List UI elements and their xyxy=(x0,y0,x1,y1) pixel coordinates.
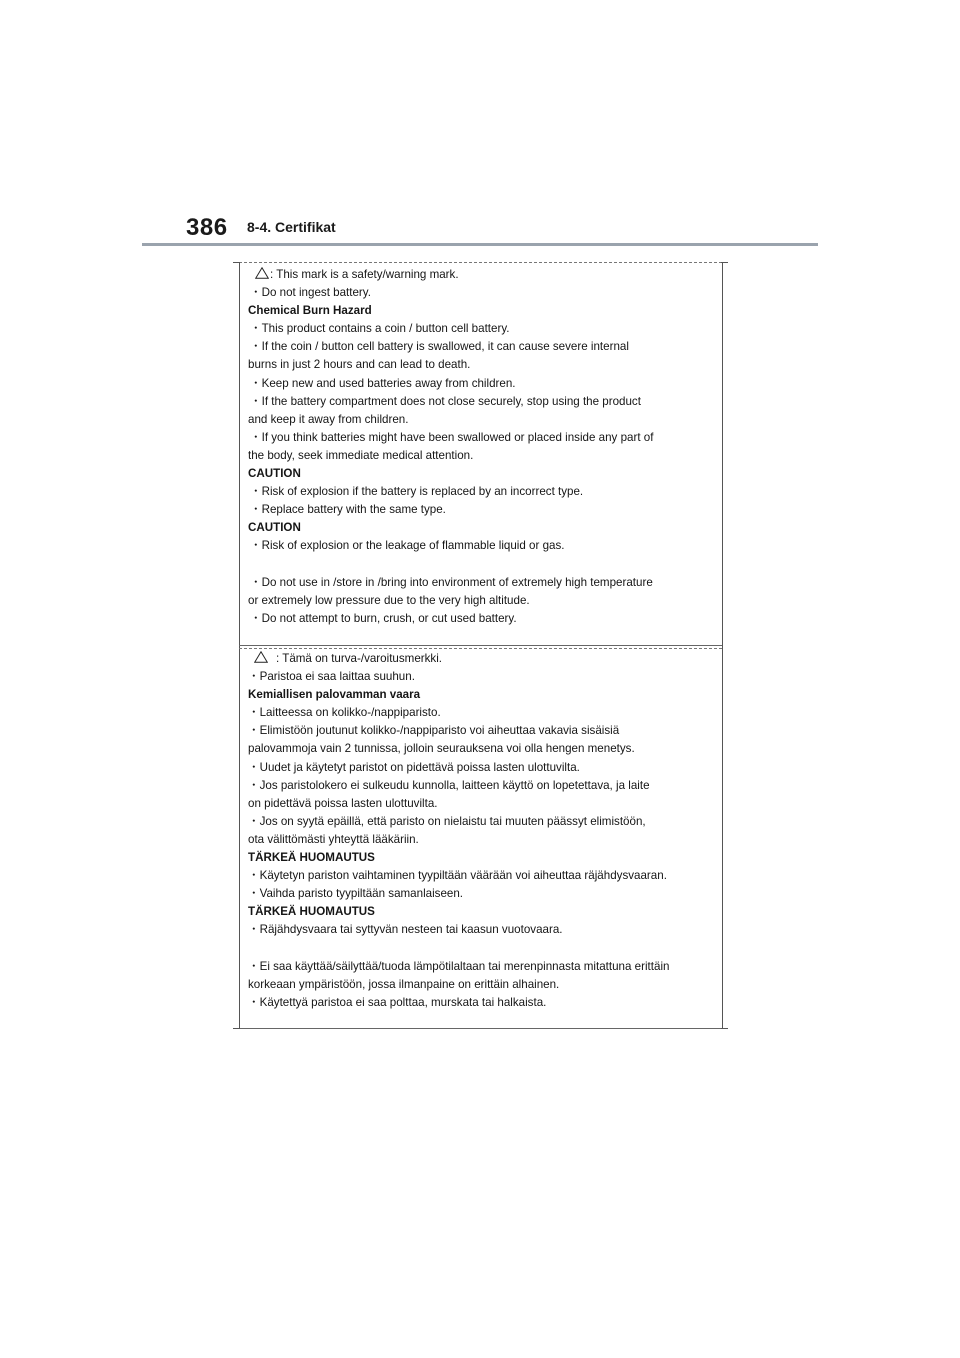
bullet-line: ・Keep new and used batteries away from children. xyxy=(250,376,516,390)
crop-mark xyxy=(721,262,728,263)
continuation-line: burns in just 2 hours and can lead to death. xyxy=(248,358,471,372)
continuation-line: on pidettävä poissa lasten ulottuvilta. xyxy=(248,796,438,810)
bullet-line: ・If the coin / button cell battery is swallowed, it can cause severe internal xyxy=(250,340,629,354)
section-heading: Chemical Burn Hazard xyxy=(248,304,372,318)
bullet-line: ・Laitteessa on kolikko-/nappiparisto. xyxy=(248,706,441,720)
bullet-line: ・Käytettyä paristoa ei saa polttaa, murskata tai halkaista. xyxy=(248,995,547,1009)
section-heading: TÄRKEÄ HUOMAUTUS xyxy=(248,851,375,865)
bullet-line: ・Risk of explosion if the battery is replaced by an incorrect type. xyxy=(250,485,584,499)
section-title: 8-4. Certifikat xyxy=(247,219,336,235)
warning-mark-text: : Tämä on turva-/varoitusmerkki. xyxy=(276,652,443,665)
bullet-line: ・Replace battery with the same type. xyxy=(250,503,446,517)
continuation-line: or extremely low pressure due to the very high altitude. xyxy=(248,593,530,607)
continuation-line: and keep it away from children. xyxy=(248,412,409,426)
header-rule xyxy=(142,243,818,246)
crop-mark xyxy=(233,1028,240,1029)
bullet-line: ・Risk of explosion or the leakage of flammable liquid or gas. xyxy=(250,539,565,553)
warning-mark-text: : This mark is a safety/warning mark. xyxy=(270,268,459,281)
bullet-line: ・Uudet ja käytetyt paristot on pidettävä poissa lasten ulottuvilta. xyxy=(248,760,580,774)
bullet-line: ・Do not use in /store in /bring into environment of extremely high temperature xyxy=(250,575,653,589)
continuation-line: korkeaan ympäristöön, jossa ilmanpaine on erittäin alhainen. xyxy=(248,977,560,991)
bullet-line: ・Jos on syytä epäillä, että paristo on nielaistu tai muuten päässyt elimistöön, xyxy=(248,814,646,828)
bullet-line: ・Paristoa ei saa laittaa suuhun. xyxy=(248,670,415,684)
continuation-line: ota välittömästi yhteyttä lääkäriin. xyxy=(248,832,419,846)
bullet-line: ・Vaihda paristo tyypiltään samanlaiseen. xyxy=(248,887,464,901)
warning-mark-line xyxy=(248,266,718,284)
section-heading: CAUTION xyxy=(248,467,301,481)
crop-mark xyxy=(721,1028,728,1029)
page-number: 386 xyxy=(186,214,228,241)
bullet-line: ・Jos paristolokero ei sulkeudu kunnolla, laitteen käyttö on lopetettava, ja laite xyxy=(248,778,650,792)
warning-mark-line xyxy=(248,650,718,668)
section-heading: TÄRKEÄ HUOMAUTUS xyxy=(248,905,375,919)
section-heading: CAUTION xyxy=(248,521,301,535)
bullet-line: ・Do not ingest battery. xyxy=(250,286,371,300)
blank-line xyxy=(248,556,718,574)
bullet-line: ・This product contains a coin / button cell battery. xyxy=(250,322,510,336)
bullet-line: ・Elimistöön joutunut kolikko-/nappiparisto voi aiheuttaa vakavia sisäisiä xyxy=(248,724,620,738)
warning-triangle-icon xyxy=(254,651,268,663)
bullet-line: ・Räjähdysvaara tai syttyvän nesteen tai kaasun vuotovaara. xyxy=(248,923,563,937)
bullet-line: ・If you think batteries might have been swallowed or placed inside any part of xyxy=(250,430,654,444)
continuation-line: the body, seek immediate medical attention. xyxy=(248,448,474,462)
crop-mark xyxy=(233,262,240,263)
bullet-line: ・Do not attempt to burn, crush, or cut used battery. xyxy=(250,611,517,625)
bullet-line: ・Käytetyn pariston vaihtaminen tyypiltään väärään voi aiheuttaa räjähdysvaaran. xyxy=(248,869,667,883)
continuation-line: palovammoja vain 2 tunnissa, jolloin seurauksena voi olla hengen menetys. xyxy=(248,742,635,756)
bullet-line: ・Ei saa käyttää/säilyttää/tuoda lämpötilaltaan tai merenpinnasta mitattuna erittäin xyxy=(248,959,670,973)
finnish-warning-block xyxy=(248,650,718,1012)
section-heading: Kemiallisen palovamman vaara xyxy=(248,688,421,702)
blank-line xyxy=(248,940,718,958)
box-top-dashed-line xyxy=(239,262,722,263)
bullet-line: ・If the battery compartment does not close securely, stop using the product xyxy=(250,394,641,408)
box-bottom-line xyxy=(239,1028,722,1029)
english-warning-block xyxy=(248,266,718,628)
box-divider-line xyxy=(239,645,722,646)
warning-triangle-icon xyxy=(255,267,269,279)
box-divider-dashed-line xyxy=(239,648,722,649)
